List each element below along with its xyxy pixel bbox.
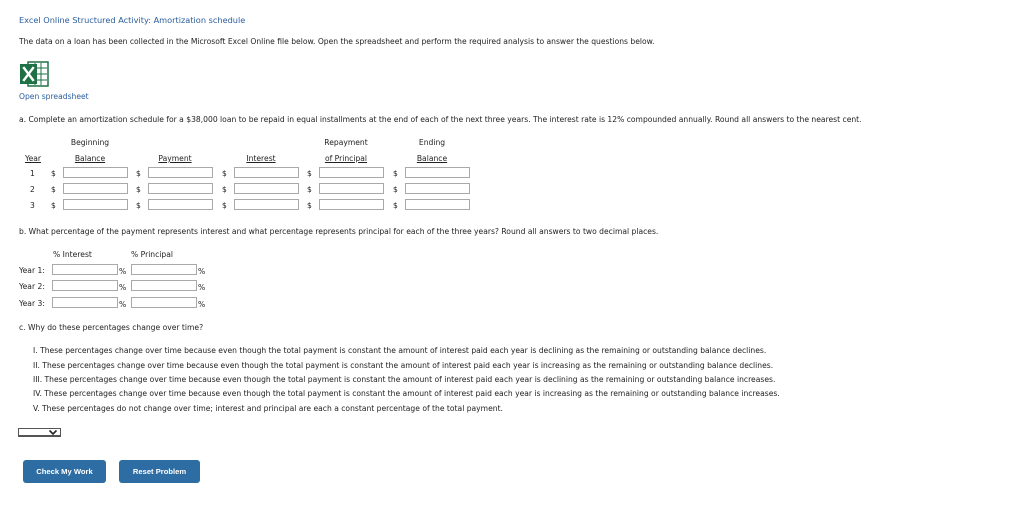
payment-input[interactable] [148,183,213,194]
percent-sign: % [119,300,127,309]
year-label: Year 1: [19,266,45,275]
option-item: I. These percentages change over time because even though the total payment is constant the amount of interest paid each year is declining as the remaining or outstanding balance declines. [33,346,767,355]
reset-problem-button[interactable]: Reset Problem [119,460,200,483]
currency-sign: $ [222,201,227,210]
header-year: Year [24,154,42,163]
principal-input[interactable] [319,183,384,194]
currency-sign: $ [51,201,56,210]
part-a-question: a. Complete an amortization schedule for a $38,000 loan to be repaid in equal installments at the end of each of the next three years. The interest rate is 12% compounded annually. Round all answers to the nearest cent. [19,115,862,124]
header-ending-bottom: Balance [416,154,448,163]
header-ending-top: Ending [418,138,446,147]
excel-icon[interactable] [19,60,49,88]
interest-input[interactable] [234,183,299,194]
part-b-question: b. What percentage of the payment represents interest and what percentage represents principal for each of the three years? Round all answers to two decimal places. [19,227,659,236]
payment-input[interactable] [148,167,213,178]
pct-principal-input[interactable] [131,280,197,291]
col-interest-header: % Interest [53,250,92,259]
header-repayment-top: Repayment [324,138,368,147]
beginning-balance-input[interactable] [63,199,128,210]
option-item: III. These percentages change over time because even though the total payment is constant the amount of interest paid each year is declining as the remaining or outstanding balance increases. [33,375,776,384]
pct-principal-input[interactable] [131,297,197,308]
pct-interest-input[interactable] [52,280,118,291]
check-my-work-button[interactable]: Check My Work [23,460,106,483]
percent-sign: % [198,267,206,276]
interest-input[interactable] [234,199,299,210]
year-cell: 1 [30,169,35,178]
currency-sign: $ [307,201,312,210]
currency-sign: $ [307,169,312,178]
beginning-balance-input[interactable] [63,167,128,178]
pct-interest-input[interactable] [52,264,118,275]
currency-sign: $ [393,169,398,178]
ending-balance-input[interactable] [405,183,470,194]
header-repayment-bottom: of Principal [324,154,368,163]
beginning-balance-input[interactable] [63,183,128,194]
option-item: V. These percentages do not change over time; interest and principal are each a constant percentage of the total payment. [33,404,503,413]
percent-sign: % [119,267,127,276]
currency-sign: $ [307,185,312,194]
currency-sign: $ [136,185,141,194]
chevron-down-icon [49,429,57,436]
currency-sign: $ [51,169,56,178]
currency-sign: $ [393,185,398,194]
year-label: Year 3: [19,299,45,308]
answer-dropdown[interactable] [18,428,61,437]
principal-input[interactable] [319,199,384,210]
year-cell: 2 [30,185,35,194]
year-cell: 3 [30,201,35,210]
interest-input[interactable] [234,167,299,178]
header-payment: Payment [158,154,192,163]
option-item: IV. These percentages change over time because even though the total payment is constant the amount of interest paid each year is increasing as the remaining or outstanding balance increases. [33,389,780,398]
header-beginning-top: Beginning [70,138,110,147]
currency-sign: $ [222,169,227,178]
currency-sign: $ [393,201,398,210]
currency-sign: $ [136,201,141,210]
currency-sign: $ [222,185,227,194]
percent-sign: % [119,283,127,292]
col-principal-header: % Principal [131,250,173,259]
currency-sign: $ [51,185,56,194]
payment-input[interactable] [148,199,213,210]
ending-balance-input[interactable] [405,167,470,178]
option-item: II. These percentages change over time because even though the total payment is constant the amount of interest paid each year is increasing as the remaining or outstanding balance declines. [33,361,774,370]
page-title: Excel Online Structured Activity: Amortization schedule [19,15,246,25]
percent-sign: % [198,283,206,292]
intro-text: The data on a loan has been collected in the Microsoft Excel Online file below. Open the spreadsheet and perform the required analysis to answer the questions below. [19,37,655,46]
open-spreadsheet-link[interactable]: Open spreadsheet [19,92,89,101]
part-c-question: c. Why do these percentages change over time? [19,323,204,332]
pct-interest-input[interactable] [52,297,118,308]
pct-principal-input[interactable] [131,264,197,275]
header-interest: Interest [246,154,276,163]
header-beginning-bottom: Balance [74,154,106,163]
percent-sign: % [198,300,206,309]
currency-sign: $ [136,169,141,178]
year-label: Year 2: [19,282,45,291]
ending-balance-input[interactable] [405,199,470,210]
principal-input[interactable] [319,167,384,178]
